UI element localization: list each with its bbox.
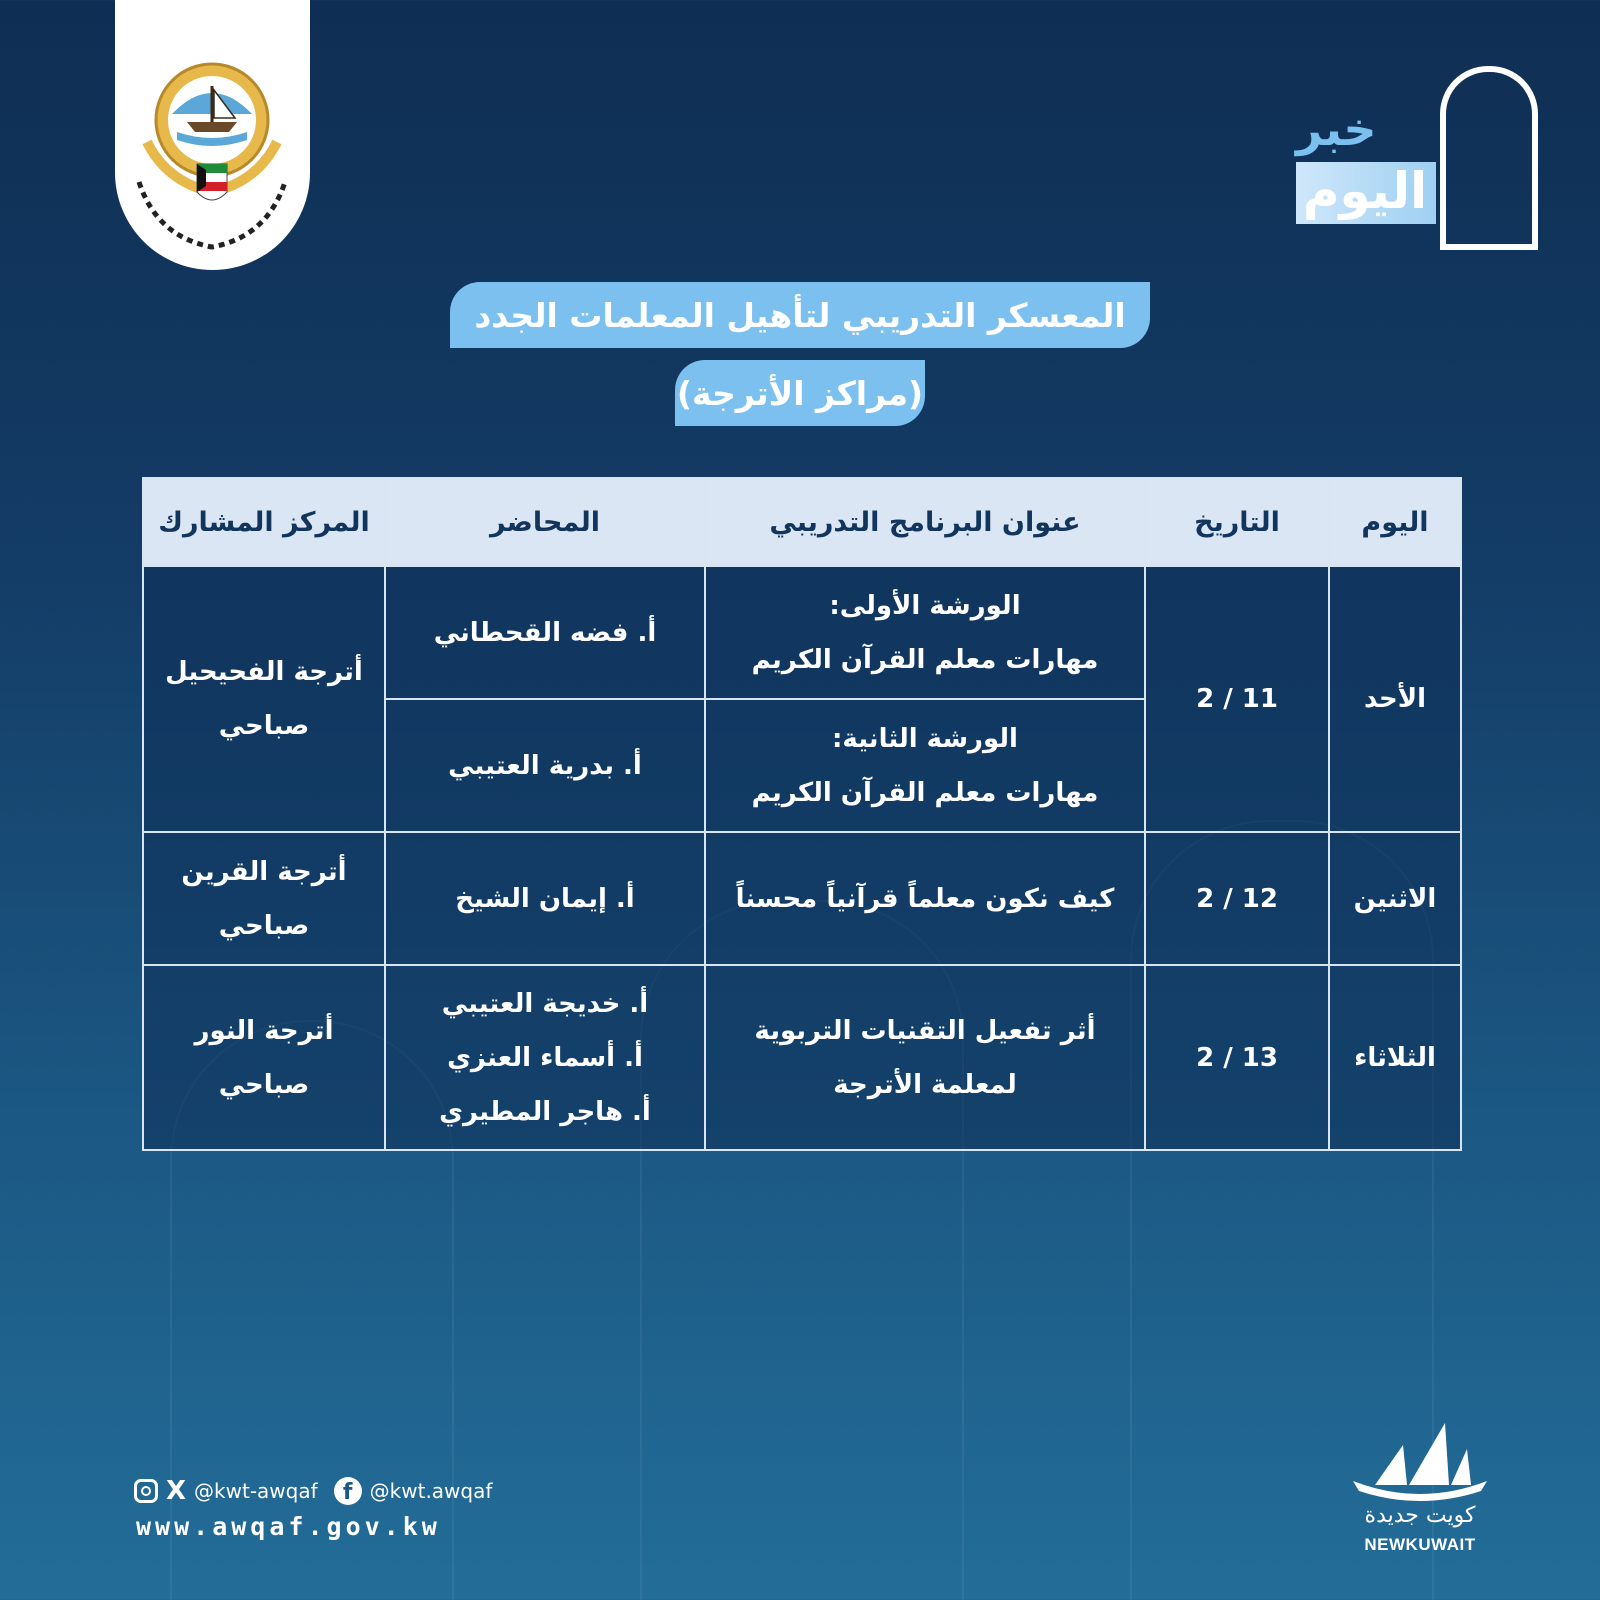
cell-lecturer: [385, 699, 705, 832]
center-shift: صباحي: [218, 711, 310, 741]
ministry-emblem-tab: [115, 0, 310, 270]
new-kuwait-arabic: كويت جديدة: [1364, 1503, 1476, 1528]
header-day: اليوم: [1329, 478, 1461, 566]
date-text: 2 / 12: [1196, 883, 1278, 914]
program-title-line: مهارات معلم القرآن الكريم: [751, 777, 1099, 808]
dhow-sails-icon: [1345, 1415, 1495, 1505]
program-title-line: لمعلمة الأترجة: [833, 1069, 1017, 1100]
header-center: المركز المشارك: [143, 478, 385, 566]
program-title-line: الورشة الثانية:: [832, 723, 1018, 754]
lecturer-name: أ. فضه القحطاني: [433, 617, 657, 648]
cell-program-title: [705, 965, 1145, 1150]
kuwait-emblem-icon: [127, 52, 297, 262]
lecturer-name: أ. هاجر المطيري: [439, 1096, 651, 1127]
logo-word-alyoum: اليوم: [1302, 162, 1428, 220]
lecturer-name: أ. إيمان الشيخ: [455, 883, 635, 914]
page-title: [450, 282, 1150, 348]
header-program-title: عنوان البرنامج التدريبي: [705, 478, 1145, 566]
cell-program-title: [705, 832, 1145, 965]
cell-date: [1145, 965, 1329, 1150]
center-name: أترجة الفحيحيل: [165, 657, 363, 687]
facebook-handle[interactable]: @kwt.awqaf: [369, 1479, 493, 1503]
header-lecturer: المحاضر: [385, 478, 705, 566]
facebook-icon[interactable]: f: [334, 1477, 362, 1505]
cell-lecturer: [385, 566, 705, 699]
website-link[interactable]: www.awqaf.gov.kw: [136, 1512, 441, 1541]
schedule-table: [142, 477, 1462, 1151]
cell-center: [143, 566, 385, 832]
center-shift: صباحي: [218, 910, 310, 941]
program-title-line: مهارات معلم القرآن الكريم: [751, 644, 1099, 675]
cell-center: [143, 832, 385, 965]
cell-lecturer: [385, 965, 705, 1150]
program-title-line: كيف نكون معلماً قرآنياً محسناً: [735, 883, 1115, 914]
cell-day: الثلاثاء: [1329, 965, 1461, 1150]
lecturer-name: أ. بدرية العتيبي: [448, 750, 642, 781]
cell-day: الأحد: [1329, 566, 1461, 832]
center-name: أترجة القرين: [181, 856, 347, 887]
page-subtitle-text: (مراكز الأترجة): [676, 373, 924, 413]
center-name: أترجة النور: [194, 1015, 334, 1046]
logo-word-khabar: خبر: [1296, 102, 1377, 156]
cell-date: [1145, 832, 1329, 965]
table-row: [143, 566, 1461, 699]
page-subtitle: [675, 360, 925, 426]
cell-day: الاثنين: [1329, 832, 1461, 965]
header-date: التاريخ: [1145, 478, 1329, 566]
lecturer-name: أ. خديجة العتيبي: [441, 988, 649, 1019]
instagram-icon[interactable]: [134, 1479, 158, 1503]
khabar-alyoum-logo: [1290, 62, 1535, 252]
x-handle[interactable]: @kwt-awqaf: [194, 1479, 318, 1503]
cell-program-title: [705, 699, 1145, 832]
new-kuwait-logo: [1345, 1415, 1495, 1565]
social-links: [134, 1474, 492, 1508]
cell-lecturer: [385, 832, 705, 965]
program-title-line: الورشة الأولى:: [829, 590, 1021, 621]
cell-program-title: [705, 566, 1145, 699]
center-shift: صباحي: [218, 1069, 310, 1100]
arch-frame-icon: [1440, 66, 1538, 250]
page-title-text: المعسكر التدريبي لتأهيل المعلمات الجدد: [474, 295, 1126, 335]
cell-date: [1145, 566, 1329, 832]
table-header-row: [143, 478, 1461, 566]
table-row: [143, 832, 1461, 965]
x-icon[interactable]: X: [166, 1476, 187, 1506]
cell-center: [143, 965, 385, 1150]
date-text: 2 / 11: [1196, 684, 1278, 714]
date-text: 2 / 13: [1196, 1042, 1278, 1073]
table-row: [143, 965, 1461, 1150]
program-title-line: أثر تفعيل التقنيات التربوية: [754, 1015, 1096, 1046]
new-kuwait-english: NEWKUWAIT: [1364, 1535, 1476, 1554]
lecturer-name: أ. أسماء العنزي: [447, 1042, 643, 1073]
